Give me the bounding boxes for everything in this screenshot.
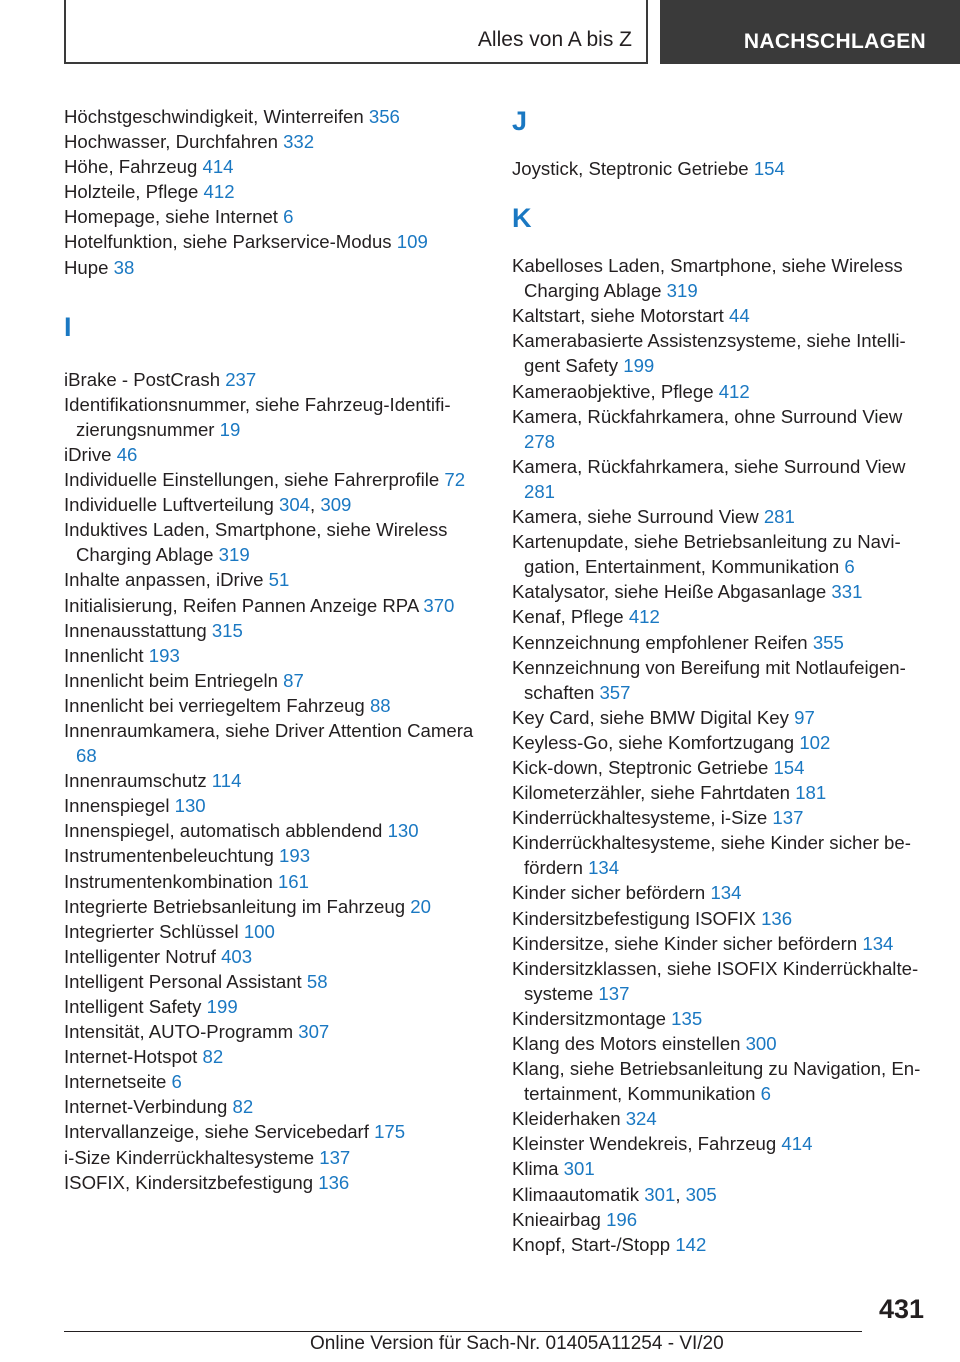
index-entry: [64, 1170, 484, 1195]
index-page-link[interactable]: 154: [773, 756, 805, 778]
index-entry-term: Hochwasser, Durchfahren: [64, 131, 284, 153]
index-page-link[interactable]: 137: [598, 982, 630, 1004]
index-entry: [512, 604, 932, 629]
index-entry: [512, 830, 932, 880]
index-entry: [64, 718, 484, 768]
index-entry-term: Internet-Verbindung: [64, 1096, 233, 1118]
index-page-link[interactable]: 304: [279, 494, 311, 516]
index-group-i: [64, 367, 484, 1195]
index-letter-i: I: [64, 311, 72, 342]
index-page-link[interactable]: 6: [283, 206, 294, 228]
index-entry: [64, 229, 484, 254]
index-page-link[interactable]: 319: [666, 280, 698, 302]
index-entry-term: Innenlicht beim Entriegeln: [64, 669, 284, 691]
index-page-link[interactable]: 68: [76, 745, 97, 767]
index-entry-term: Kabelloses Laden, Smartphone, siehe Wireless Charging Ablage: [512, 255, 903, 302]
index-entry-term: Induktives Laden, Smartphone, siehe Wireless Charging Ablage: [64, 519, 448, 566]
index-entry: [64, 668, 484, 693]
index-entry-term: Integrierter Schlüssel: [64, 920, 244, 942]
header-chapter-title: NACHSCHLAGEN: [743, 30, 926, 53]
index-page-link[interactable]: 281: [763, 506, 795, 528]
index-page-link[interactable]: 300: [745, 1033, 777, 1054]
index-page-link[interactable]: 301: [644, 1183, 676, 1205]
index-page-link[interactable]: 412: [203, 181, 235, 203]
index-entry-term: Kick-down, Steptronic Getriebe: [512, 756, 774, 778]
index-page-link[interactable]: 414: [202, 156, 234, 178]
index-entry: [512, 303, 932, 328]
index-entry-term: Internetseite: [64, 1071, 172, 1093]
index-page-link[interactable]: 309: [320, 494, 352, 516]
index-entry-term: Knopf, Start-/Stopp: [512, 1233, 676, 1255]
index-page-link[interactable]: 6: [844, 556, 855, 578]
index-entry: [512, 780, 932, 805]
index-page-link[interactable]: 100: [243, 920, 275, 942]
footer-divider: [64, 1331, 862, 1332]
index-page-link[interactable]: 324: [625, 1108, 657, 1130]
index-entry: [64, 994, 484, 1019]
index-page-link[interactable]: 412: [628, 606, 660, 628]
index-page-link[interactable]: 46: [116, 443, 138, 465]
index-entry-term: Intelligenter Notruf: [64, 945, 222, 967]
index-page-link[interactable]: 199: [623, 355, 655, 377]
index-letter-j: J: [512, 106, 528, 136]
index-page-link[interactable]: 109: [396, 231, 428, 253]
index-entry: [64, 442, 484, 467]
index-entry-term: Kindersitzmontage: [512, 1007, 672, 1029]
index-page-link[interactable]: 19: [219, 418, 241, 440]
index-page-link[interactable]: 130: [387, 820, 419, 842]
index-page-link[interactable]: 301: [563, 1158, 595, 1180]
index-entry-term: Kilometerzähler, siehe Fahrtdaten: [512, 782, 796, 804]
index-page-link[interactable]: 281: [524, 480, 556, 502]
index-entry: [64, 367, 484, 392]
index-entry: [512, 504, 932, 529]
index-page-link[interactable]: 193: [148, 644, 180, 666]
index-page-link[interactable]: 87: [283, 669, 304, 691]
index-entry: [64, 567, 484, 592]
index-page-link[interactable]: 58: [306, 970, 328, 992]
index-page-link[interactable]: 357: [599, 681, 631, 703]
index-entry-term: Intelligent Safety: [64, 996, 207, 1017]
index-page-link[interactable]: 196: [606, 1208, 638, 1230]
index-page-link[interactable]: 305: [685, 1183, 717, 1205]
index-entry-term: Innenraumschutz: [64, 770, 212, 792]
index-page-link[interactable]: 331: [831, 581, 863, 603]
index-entry: [512, 253, 932, 303]
index-entry: [64, 618, 484, 643]
index-entry-term: Initialisierung, Reifen Pannen Anzeige RPA: [64, 594, 424, 616]
index-page-link[interactable]: 134: [862, 932, 894, 954]
index-page-link[interactable]: 82: [232, 1096, 254, 1118]
footer-version-text: Online Version für Sach-Nr. 01405A11254 - VI/20: [310, 1333, 724, 1354]
index-page-link[interactable]: 130: [174, 795, 206, 817]
index-page-link[interactable]: 237: [225, 368, 257, 390]
index-entry-term: Kennzeichnung empfohlener Reifen: [512, 631, 813, 653]
index-page-link[interactable]: 88: [369, 694, 391, 716]
index-page-link[interactable]: 315: [211, 619, 243, 641]
index-page-link[interactable]: 370: [423, 594, 455, 616]
index-page-link[interactable]: 102: [799, 731, 831, 753]
index-entry: [64, 944, 484, 969]
index-entry: [64, 154, 484, 179]
index-entry-term: Homepage, siehe Internet: [64, 206, 284, 228]
index-entry-term: Hupe: [64, 256, 114, 278]
index-page-link[interactable]: 136: [318, 1171, 350, 1193]
index-entry: [512, 1232, 932, 1257]
index-entry-term: Kinderrückhaltesysteme, i-Size: [512, 807, 773, 829]
index-entry: [512, 1207, 932, 1232]
index-entry-term: Innenspiegel: [64, 795, 175, 817]
index-entry: [512, 579, 932, 604]
index-page-link[interactable]: 356: [368, 106, 400, 127]
index-entry-term: Hotelfunktion, siehe Parkservice-Modus: [64, 231, 397, 253]
header-chapter-tab: [660, 0, 960, 64]
index-page-link[interactable]: 278: [524, 430, 556, 452]
index-entry: [64, 768, 484, 793]
index-entry: [64, 179, 484, 204]
index-entry: [64, 869, 484, 894]
index-entry: [512, 379, 932, 404]
index-page-link[interactable]: 137: [772, 807, 804, 829]
index-group-h: [64, 104, 484, 280]
index-entry: [512, 655, 932, 705]
index-entry-term: Kartenupdate, siehe Betriebsanleitung zu Navigation, Entertainment, Kommunikation: [512, 531, 901, 578]
index-entry-term: Kleiderhaken: [512, 1108, 626, 1130]
index-entry-term: Kindersitzklassen, siehe ISOFIX Kinderrückhaltesysteme: [512, 957, 919, 1004]
index-entry-term: Internet-Hotspot: [64, 1046, 203, 1068]
index-entry: [512, 1006, 932, 1031]
index-page-link[interactable]: 199: [206, 996, 238, 1017]
index-page-link[interactable]: 175: [374, 1121, 406, 1143]
index-entry-term: iBrake - PostCrash: [64, 368, 226, 390]
index-entry-term: Joystick, Steptronic Getriebe: [512, 158, 754, 179]
index-entry-term: Inhalte anpassen, iDrive: [64, 569, 269, 591]
index-entry-term: Kamera, siehe Surround View: [512, 506, 764, 528]
index-entry-term: Klang, siehe Betriebsanleitung zu Navigation, Entertainment, Kommunikation: [512, 1058, 921, 1105]
index-entry-term: Kinder sicher befördern: [512, 882, 711, 904]
header-section-box: [64, 0, 648, 64]
index-entry: [512, 755, 932, 780]
index-entry-term: Kaltstart, siehe Motorstart: [512, 305, 730, 327]
index-entry: [64, 467, 484, 492]
index-page-link[interactable]: 38: [113, 256, 135, 278]
index-column-right: [512, 104, 932, 1257]
index-entry-term: Kameraobjektive, Pflege: [512, 380, 719, 402]
index-group-j: [512, 156, 932, 181]
index-entry-term: Instrumentenkombination: [64, 870, 278, 892]
index-entry: [64, 969, 484, 994]
index-entry-term: Innenausstattung: [64, 619, 212, 641]
index-page-link[interactable]: 412: [718, 380, 750, 402]
index-entry-term: Knieairbag: [512, 1208, 607, 1230]
index-entry-term: Kenaf, Pflege: [512, 606, 629, 628]
index-page-link[interactable]: 403: [221, 945, 253, 967]
index-entry-term: Innenspiegel, automatisch abblendend: [64, 820, 388, 842]
index-page-link[interactable]: 142: [675, 1233, 707, 1255]
index-entry: [64, 104, 484, 129]
index-letter-k: K: [512, 203, 532, 234]
index-page-link[interactable]: 193: [279, 845, 311, 867]
index-page-link[interactable]: 161: [277, 870, 309, 892]
index-entry: [512, 1031, 932, 1056]
index-entry: [64, 1069, 484, 1094]
index-entry: [64, 593, 484, 618]
index-entry: [512, 931, 932, 956]
index-page-link[interactable]: 97: [794, 706, 815, 728]
index-entry: [512, 705, 932, 730]
index-entry: [64, 894, 484, 919]
index-page-link[interactable]: 154: [753, 158, 785, 179]
index-entry-term: Intervallanzeige, siehe Servicebedarf: [64, 1121, 375, 1143]
index-page-link[interactable]: 307: [298, 1021, 330, 1043]
index-entry-term: Individuelle Luftverteilung: [64, 494, 279, 516]
index-entry: [512, 1106, 932, 1131]
index-entry-term: Individuelle Einstellungen, siehe Fahrerprofile: [64, 469, 445, 491]
index-page-link[interactable]: 355: [812, 631, 844, 653]
index-entry: [64, 204, 484, 229]
index-entry: [512, 1056, 932, 1106]
index-entry: [512, 906, 932, 931]
index-entry: [512, 956, 932, 1006]
index-entry-term: Kinderrückhaltesysteme, siehe Kinder sicher befördern: [512, 832, 911, 879]
index-entry-term: Kindersitzbefestigung ISOFIX: [512, 907, 762, 929]
index-entry-term: Kennzeichnung von Bereifung mit Notlaufeigenschaften: [512, 656, 906, 703]
index-entry: [64, 517, 484, 567]
index-entry: [512, 1156, 932, 1181]
index-page-link[interactable]: 44: [729, 305, 750, 327]
index-entry-term: Holzteile, Pflege: [64, 181, 204, 203]
index-entry-term: Instrumentenbeleuchtung: [64, 845, 280, 867]
index-page-link[interactable]: 134: [710, 882, 742, 904]
index-page-link[interactable]: 135: [671, 1007, 703, 1029]
index-page-link[interactable]: 6: [760, 1083, 772, 1105]
index-page-link[interactable]: 82: [202, 1046, 224, 1068]
index-page-link[interactable]: 319: [218, 544, 250, 566]
index-entry: Klimaautomatik 301, 305: [512, 1183, 717, 1205]
index-entry-term: Key Card, siehe BMW Digital Key: [512, 706, 795, 728]
index-entry: [512, 805, 932, 830]
index-page-link[interactable]: 134: [588, 857, 620, 879]
index-entry-term: Kamera, Rückfahrkamera, ohne Surround View: [512, 405, 903, 427]
index-page-link[interactable]: 332: [283, 131, 315, 153]
index-entry-term: Innenlicht: [64, 644, 149, 666]
index-entry-term: ISOFIX, Kindersitzbefestigung: [64, 1171, 319, 1193]
index-page-link[interactable]: 51: [268, 569, 290, 591]
index-entry-term: Höhe, Fahrzeug: [64, 156, 203, 178]
index-entry: [512, 328, 932, 378]
header-section-title: Alles von A bis Z: [477, 28, 632, 51]
index-entry-term: Identifikationsnummer, siehe Fahrzeug-Identifizierungsnummer: [64, 393, 451, 440]
index-entry: [64, 919, 484, 944]
index-entry-term: Kleinster Wendekreis, Fahrzeug: [512, 1133, 782, 1155]
index-entry: [512, 404, 932, 454]
index-entry-term: i-Size Kinderrückhaltesysteme: [64, 1146, 320, 1168]
index-entry: [64, 693, 484, 718]
index-page-link[interactable]: 114: [211, 770, 242, 792]
index-entry-term: Intensität, AUTO-Programm: [64, 1021, 299, 1043]
index-entry: [64, 643, 484, 668]
index-entry: [64, 843, 484, 868]
index-entry-term: Kamera, Rückfahrkamera, siehe Surround View: [512, 455, 906, 477]
index-entry: [512, 529, 932, 579]
index-page-link[interactable]: 136: [761, 907, 793, 929]
index-entry: [64, 392, 484, 442]
index-entry: [512, 730, 932, 755]
index-column-left: [64, 104, 484, 1195]
index-entry-term: Keyless-Go, siehe Komfortzugang: [512, 731, 800, 753]
index-entry: [512, 630, 932, 655]
index-entry: [64, 1119, 484, 1144]
index-entry-term: Klimaautomatik: [512, 1183, 645, 1205]
index-entry-term: Innenlicht bei verriegeltem Fahrzeug: [64, 694, 370, 716]
index-entry: [64, 129, 484, 154]
index-entry: [64, 1145, 484, 1170]
index-entry-term: Höchstgeschwindigkeit, Winterreifen: [64, 106, 369, 127]
index-entry: [64, 1044, 484, 1069]
index-entry: [512, 1131, 932, 1156]
index-entry: [64, 1019, 484, 1044]
index-entry-term: Kamerabasierte Assistenzsysteme, siehe Intelligent Safety: [512, 330, 906, 377]
index-entry: [64, 793, 484, 818]
index-page-link[interactable]: 137: [319, 1146, 351, 1168]
index-entry: [64, 1094, 484, 1119]
index-entry-term: Kindersitze, siehe Kinder sicher befördern: [512, 932, 863, 954]
index-entry-term: Klima: [512, 1158, 564, 1180]
index-entry-term: Klang des Motors einstellen: [512, 1033, 746, 1054]
index-entry: [512, 454, 932, 504]
index-page-link[interactable]: 20: [410, 895, 431, 917]
index-entry: [512, 880, 932, 905]
index-entry-term: iDrive: [64, 443, 117, 465]
page-number: 431: [878, 1294, 924, 1324]
index-entry-term: Innenraumkamera, siehe Driver Attention Camera: [64, 719, 474, 741]
index-entry: [64, 818, 484, 843]
index-entry: Individuelle Luftverteilung 304, 309: [64, 494, 352, 516]
index-entry: [512, 156, 932, 181]
index-entry-term: Intelligent Personal Assistant: [64, 970, 307, 992]
index-page-link[interactable]: 181: [795, 782, 827, 804]
index-page-link[interactable]: 72: [444, 469, 466, 491]
index-entry: [64, 255, 484, 280]
index-entry-term: Integrierte Betriebsanleitung im Fahrzeug: [64, 895, 411, 917]
index-entry-term: Katalysator, siehe Heiße Abgasanlage: [512, 581, 832, 603]
index-page-link[interactable]: 414: [781, 1133, 813, 1155]
index-page-link[interactable]: 6: [171, 1071, 182, 1093]
index-group-k: [512, 253, 932, 1257]
